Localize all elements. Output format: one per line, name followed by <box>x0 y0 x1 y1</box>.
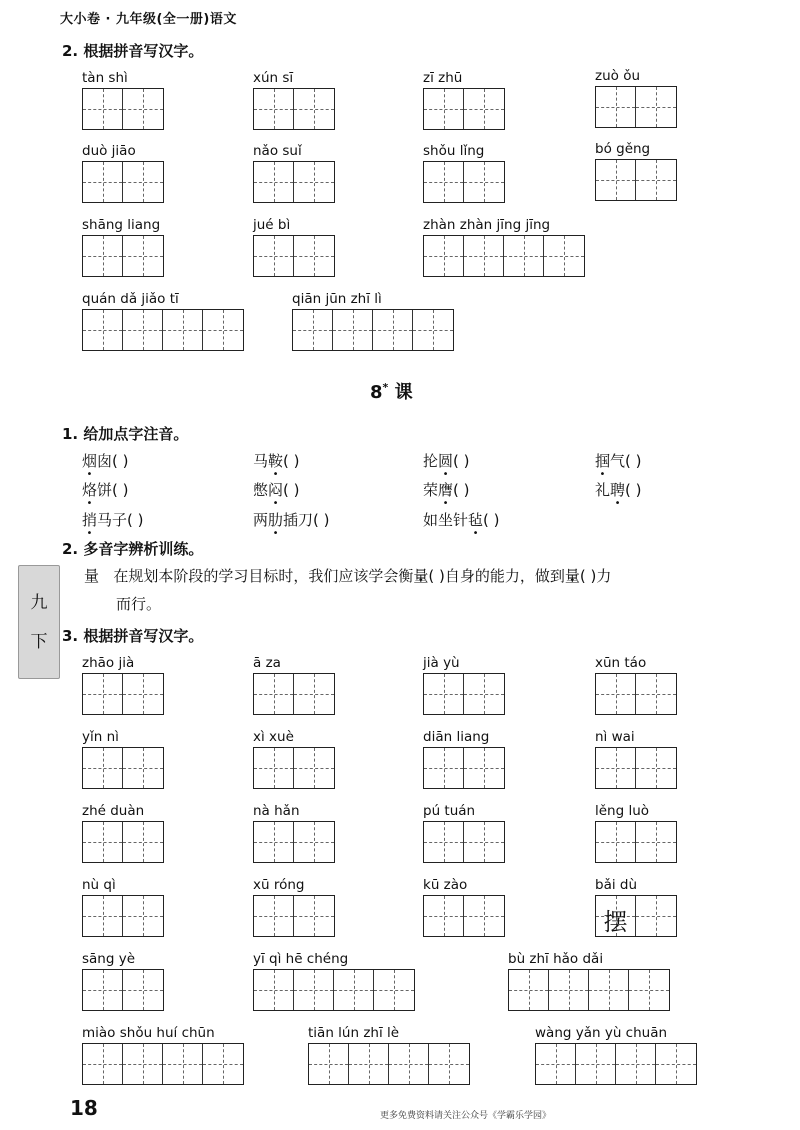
character-cell[interactable] <box>123 896 163 936</box>
annotation-word <box>423 450 470 471</box>
sentence-continuation: 而行。 <box>116 595 162 613</box>
character-cell[interactable] <box>309 1044 349 1084</box>
character-cell[interactable] <box>254 896 294 936</box>
character-cell[interactable] <box>83 748 123 788</box>
page-header: 大小卷 · 九年级(全一册)语文 <box>60 12 237 27</box>
pinyin-label: xūn táo <box>595 655 647 671</box>
pinyin-label: xún sī <box>253 70 294 86</box>
writing-grid <box>423 821 505 863</box>
writing-grid <box>82 161 164 203</box>
sentence-part: ( )自身的能力，做到 <box>428 567 565 585</box>
lesson-mark: * <box>382 381 389 394</box>
word-part: ( ) <box>625 481 642 499</box>
question-title: 1. 给加点字注音。 <box>62 425 189 443</box>
lesson-title <box>370 378 413 404</box>
character-cell[interactable] <box>254 674 294 714</box>
pinyin-label: wàng yǎn yù chuān <box>535 1025 668 1041</box>
character-cell[interactable] <box>254 89 294 129</box>
pinyin-label: tiān lún zhī lè <box>308 1025 400 1041</box>
writing-grid <box>423 895 505 937</box>
pinyin-label: kū zào <box>423 877 468 893</box>
writing-grid <box>253 821 335 863</box>
character-cell[interactable] <box>636 822 676 862</box>
character-cell[interactable] <box>509 970 549 1010</box>
annotation-word <box>423 509 500 530</box>
character-cell[interactable] <box>424 896 464 936</box>
character-cell[interactable] <box>464 896 504 936</box>
character-cell[interactable] <box>123 236 163 276</box>
word-part: 马 <box>253 452 269 470</box>
writing-grid <box>82 673 164 715</box>
writing-grid <box>595 821 677 863</box>
character-cell[interactable] <box>83 310 123 350</box>
pinyin-label: miào shǒu huí chūn <box>82 1025 215 1041</box>
writing-grid <box>508 969 670 1011</box>
character-cell[interactable] <box>294 236 334 276</box>
question-title: 2. 根据拼音写汉字。 <box>62 42 204 60</box>
word-part: ( ) <box>283 452 300 470</box>
character-cell[interactable] <box>636 896 676 936</box>
word-part: 憋 <box>253 481 269 499</box>
character-cell[interactable] <box>576 1044 616 1084</box>
character-cell[interactable] <box>333 310 373 350</box>
character-cell[interactable] <box>83 236 123 276</box>
writing-grid <box>595 159 677 201</box>
polyphone-char: 量 <box>84 567 100 585</box>
writing-grid <box>423 88 505 130</box>
dotted-char: 量 <box>564 567 580 585</box>
pinyin-label: yī qì hē chéng <box>253 951 349 967</box>
character-cell[interactable] <box>424 748 464 788</box>
word-part: 囱( ) <box>97 452 129 470</box>
pinyin-label: pú tuán <box>423 803 476 819</box>
dotted-char: 掴 <box>595 452 611 470</box>
character-cell[interactable] <box>596 896 636 936</box>
annotation-word <box>253 479 300 500</box>
word-part: 礼 <box>595 481 611 499</box>
dotted-char: 量 <box>413 567 429 585</box>
side-tab-char: 下 <box>30 632 48 652</box>
polyphone-exercise <box>84 562 734 618</box>
word-part: 马子( ) <box>97 511 144 529</box>
writing-grid <box>82 235 164 277</box>
pinyin-label: shǒu lǐng <box>423 143 485 159</box>
lesson-suffix: 课 <box>394 382 413 403</box>
character-cell[interactable] <box>636 748 676 788</box>
character-cell[interactable] <box>123 822 163 862</box>
character-cell[interactable] <box>373 310 413 350</box>
pinyin-label: nù qì <box>82 877 116 893</box>
dotted-char: 烟 <box>82 452 98 470</box>
writing-grid <box>595 895 677 937</box>
word-part: 如坐针 <box>423 511 469 529</box>
pinyin-label: quán dǎ jiǎo tī <box>82 291 179 307</box>
character-cell[interactable] <box>254 970 294 1010</box>
character-cell[interactable] <box>549 970 589 1010</box>
word-part: ( ) <box>283 481 300 499</box>
character-cell[interactable] <box>294 822 334 862</box>
character-cell[interactable] <box>163 1044 203 1084</box>
question-title: 2. 多音字辨析训练。 <box>62 540 204 558</box>
character-cell[interactable] <box>83 822 123 862</box>
question-title: 3. 根据拼音写汉字。 <box>62 627 204 645</box>
character-cell[interactable] <box>123 1044 163 1084</box>
character-cell[interactable] <box>83 674 123 714</box>
character-cell[interactable] <box>83 162 123 202</box>
character-cell[interactable] <box>123 748 163 788</box>
dotted-char: 烙 <box>82 481 98 499</box>
writing-grid <box>253 895 335 937</box>
annotation-word <box>253 450 300 471</box>
dotted-char: 鞍 <box>268 452 284 470</box>
pinyin-label: duò jiāo <box>82 143 136 159</box>
writing-grid <box>535 1043 697 1085</box>
lesson-number: 8 <box>370 382 383 403</box>
character-cell[interactable] <box>424 162 464 202</box>
word-part: ( ) <box>453 452 470 470</box>
character-cell[interactable] <box>294 89 334 129</box>
writing-grid <box>253 161 335 203</box>
character-cell[interactable] <box>596 87 636 127</box>
character-cell[interactable] <box>294 896 334 936</box>
pinyin-label: zī zhū <box>423 70 463 86</box>
character-cell[interactable] <box>636 160 676 200</box>
pinyin-label: nì wai <box>595 729 635 745</box>
page-number: 18 <box>70 1096 98 1120</box>
annotation-word <box>253 509 330 530</box>
writing-grid <box>423 161 505 203</box>
writing-grid <box>82 1043 244 1085</box>
dotted-char: 毡 <box>468 511 484 529</box>
character-cell[interactable] <box>616 1044 656 1084</box>
writing-grid <box>82 88 164 130</box>
character-cell[interactable] <box>374 970 414 1010</box>
character-cell[interactable] <box>424 822 464 862</box>
character-cell[interactable] <box>596 160 636 200</box>
character-cell[interactable] <box>464 162 504 202</box>
pinyin-label: ā za <box>253 655 281 671</box>
character-cell[interactable] <box>413 310 453 350</box>
character-cell[interactable] <box>464 748 504 788</box>
character-cell[interactable] <box>349 1044 389 1084</box>
annotation-word <box>595 450 642 471</box>
writing-grid <box>308 1043 470 1085</box>
writing-grid <box>253 747 335 789</box>
character-cell[interactable] <box>254 748 294 788</box>
pinyin-label: jué bì <box>253 217 291 233</box>
character-cell[interactable] <box>589 970 629 1010</box>
side-tab-char: 九 <box>30 593 48 613</box>
character-cell[interactable] <box>123 89 163 129</box>
character-cell[interactable] <box>464 89 504 129</box>
writing-grid <box>253 673 335 715</box>
character-cell[interactable] <box>636 87 676 127</box>
word-part: 气( ) <box>610 452 642 470</box>
pinyin-label: bù zhī hǎo dǎi <box>508 951 604 967</box>
character-cell[interactable] <box>254 822 294 862</box>
character-cell[interactable] <box>83 896 123 936</box>
writing-grid <box>82 821 164 863</box>
sentence-part: 在规划本阶段的学习目标时，我们应该学会衡 <box>113 567 414 585</box>
character-cell[interactable] <box>123 310 163 350</box>
dotted-char: 闷 <box>268 481 284 499</box>
character-cell[interactable] <box>123 162 163 202</box>
character-cell[interactable] <box>294 970 334 1010</box>
character-cell[interactable] <box>83 1044 123 1084</box>
word-part: ( ) <box>483 511 500 529</box>
character-cell[interactable] <box>464 822 504 862</box>
writing-grid <box>253 969 415 1011</box>
pinyin-label: yǐn nì <box>82 729 119 745</box>
pinyin-label: zhāo jià <box>82 655 135 671</box>
character-cell[interactable] <box>429 1044 469 1084</box>
annotation-word <box>82 479 129 500</box>
pinyin-label: zhé duàn <box>82 803 145 819</box>
pinyin-label: xì xuè <box>253 729 294 745</box>
annotation-word <box>82 450 129 471</box>
pinyin-label: nà hǎn <box>253 803 300 819</box>
sentence-part: ( )力 <box>579 567 612 585</box>
pinyin-label: diān liang <box>423 729 490 745</box>
writing-grid <box>595 747 677 789</box>
character-cell[interactable] <box>596 822 636 862</box>
annotation-word <box>423 479 470 500</box>
writing-grid <box>253 88 335 130</box>
writing-grid <box>82 309 244 351</box>
cell-character: 摆 <box>603 908 628 936</box>
character-cell[interactable] <box>294 674 334 714</box>
character-cell[interactable] <box>596 674 636 714</box>
pinyin-label: shāng liang <box>82 217 161 233</box>
writing-grid <box>423 673 505 715</box>
annotation-word <box>595 479 642 500</box>
character-cell[interactable] <box>203 1044 243 1084</box>
pinyin-label: zuò ǒu <box>595 68 641 84</box>
word-part: 荣 <box>423 481 439 499</box>
character-cell[interactable] <box>123 970 163 1010</box>
character-cell[interactable] <box>424 89 464 129</box>
pinyin-label: bǎi dù <box>595 877 638 893</box>
character-cell[interactable] <box>544 236 584 276</box>
character-cell[interactable] <box>254 162 294 202</box>
pinyin-label: qiān jūn zhī lì <box>292 291 382 307</box>
character-cell[interactable] <box>596 748 636 788</box>
dotted-char: 膺 <box>438 481 454 499</box>
dotted-char: 捎 <box>82 511 98 529</box>
character-cell[interactable] <box>424 236 464 276</box>
character-cell[interactable] <box>504 236 544 276</box>
word-part: 插刀( ) <box>283 511 330 529</box>
character-cell[interactable] <box>83 89 123 129</box>
pinyin-label: jià yù <box>423 655 460 671</box>
character-cell[interactable] <box>334 970 374 1010</box>
pinyin-label: bó gěng <box>595 141 651 157</box>
character-cell[interactable] <box>163 310 203 350</box>
footer-note: 更多免费资料请关注公众号《学霸乐学园》 <box>380 1111 552 1121</box>
character-cell[interactable] <box>464 236 504 276</box>
grade-side-tab <box>18 565 60 679</box>
character-cell[interactable] <box>656 1044 696 1084</box>
character-cell[interactable] <box>293 310 333 350</box>
writing-grid <box>423 747 505 789</box>
dotted-char: 肋 <box>268 511 284 529</box>
word-part: 抡 <box>423 452 439 470</box>
character-cell[interactable] <box>389 1044 429 1084</box>
annotation-word <box>82 509 144 530</box>
writing-grid <box>292 309 454 351</box>
word-part: 饼( ) <box>97 481 129 499</box>
pinyin-label: zhàn zhàn jīng jīng <box>423 217 551 233</box>
writing-grid <box>423 235 585 277</box>
pinyin-label: tàn shì <box>82 70 128 86</box>
pinyin-label: xū róng <box>253 877 305 893</box>
dotted-char: 聘 <box>610 481 626 499</box>
pinyin-label: sāng yè <box>82 951 136 967</box>
character-cell[interactable] <box>424 674 464 714</box>
character-cell[interactable] <box>83 970 123 1010</box>
character-cell[interactable] <box>294 748 334 788</box>
writing-grid <box>253 235 335 277</box>
character-cell[interactable] <box>254 236 294 276</box>
character-cell[interactable] <box>536 1044 576 1084</box>
word-part: ( ) <box>453 481 470 499</box>
writing-grid <box>595 86 677 128</box>
character-cell[interactable] <box>203 310 243 350</box>
word-part: 两 <box>253 511 269 529</box>
writing-grid <box>82 747 164 789</box>
pinyin-label: lěng luò <box>595 803 650 819</box>
character-cell[interactable] <box>294 162 334 202</box>
writing-grid <box>595 673 677 715</box>
dotted-char: 圆 <box>438 452 454 470</box>
character-cell[interactable] <box>464 674 504 714</box>
character-cell[interactable] <box>629 970 669 1010</box>
writing-grid <box>82 969 164 1011</box>
character-cell[interactable] <box>123 674 163 714</box>
pinyin-label: nǎo suǐ <box>253 143 302 159</box>
character-cell[interactable] <box>636 674 676 714</box>
writing-grid <box>82 895 164 937</box>
